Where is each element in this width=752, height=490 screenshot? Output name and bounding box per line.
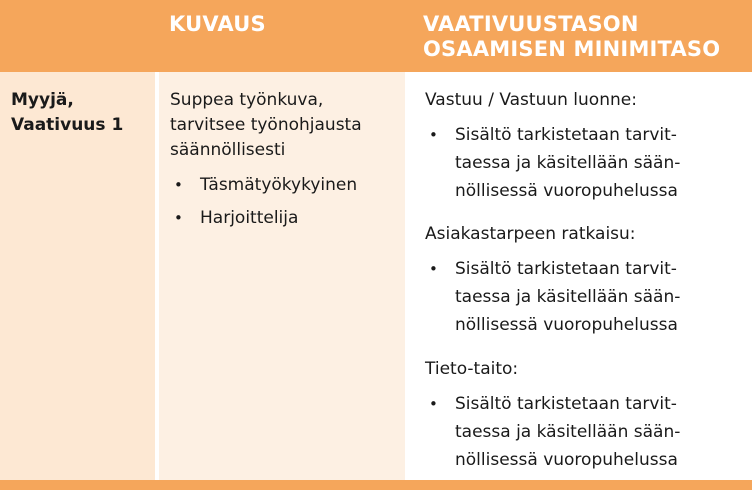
description-line-3: säännöllisesti (170, 140, 286, 160)
item-line-2: taessa ja käsitellään sään- (455, 422, 681, 442)
header-competency-level (423, 12, 720, 62)
description-text (170, 88, 400, 163)
bullet-icon: • (429, 395, 438, 413)
section-title: Asiakastarpeen ratkaisu: (425, 224, 636, 244)
item-line-1: Sisältö tarkistetaan tarvit- (455, 394, 677, 414)
list-item (170, 173, 357, 206)
list-item (425, 390, 731, 474)
description-line-1: Suppea työnkuva, (170, 90, 324, 110)
item-line-2: taessa ja käsitellään sään- (455, 153, 681, 173)
section-title: Vastuu / Vastuun luonne: (425, 90, 637, 110)
role-line-2: Vaativuus 1 (11, 115, 124, 135)
header-level-line-2: OSAAMISEN MINIMITASO (423, 37, 721, 61)
list-item (425, 255, 731, 339)
item-line-3: nöllisessä vuoropuhelussa (455, 315, 678, 335)
bullet-icon: • (174, 176, 183, 194)
section-customer-need (425, 222, 745, 339)
role-line-1: Myyjä, (11, 90, 74, 110)
item-line-3: nöllisessä vuoropuhelussa (455, 181, 678, 201)
header-description: KUVAUS (169, 12, 266, 36)
role-cell (0, 72, 155, 480)
table-bottom-bar (0, 480, 752, 490)
header-level-line-1: VAATIVUUSTASON (423, 12, 639, 36)
description-bullet-list (170, 173, 357, 239)
section-responsibility (425, 88, 745, 205)
item-line-3: nöllisessä vuoropuhelussa (455, 450, 678, 470)
item-line-1: Sisältö tarkistetaan tarvit- (455, 259, 677, 279)
list-item-text: Harjoittelija (200, 208, 299, 228)
bullet-icon: • (429, 260, 438, 278)
bullet-icon: • (174, 209, 183, 227)
list-item (170, 206, 357, 239)
section-title: Tieto-taito: (425, 359, 519, 379)
section-know-how (425, 357, 745, 474)
table-header (0, 0, 752, 72)
list-item (425, 121, 731, 205)
item-line-1: Sisältö tarkistetaan tarvit- (455, 125, 677, 145)
description-cell (159, 72, 405, 480)
role-name (11, 88, 123, 138)
list-item-text: Täsmätyökykyinen (200, 175, 358, 195)
item-line-2: taessa ja käsitellään sään- (455, 287, 681, 307)
description-line-2: tarvitsee työnohjausta (170, 115, 362, 135)
competency-level-cell (409, 72, 752, 480)
bullet-icon: • (429, 126, 438, 144)
